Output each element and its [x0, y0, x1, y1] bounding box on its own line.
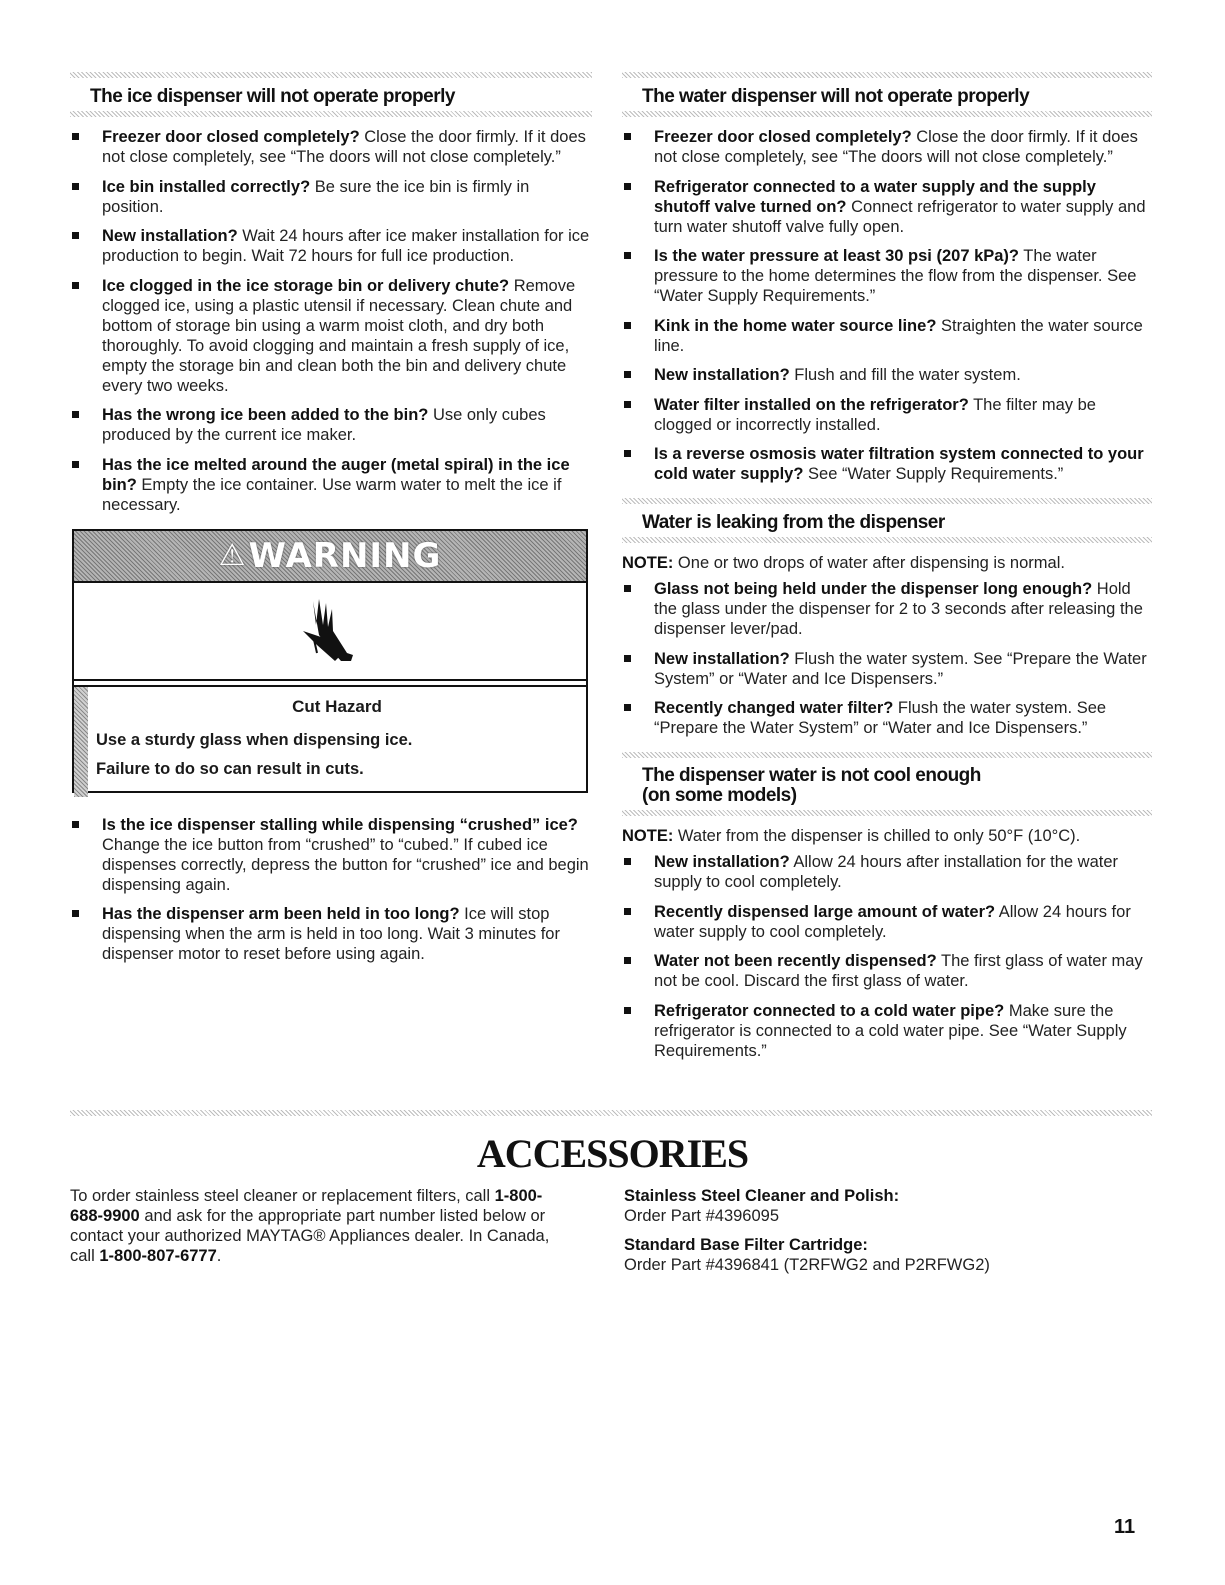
- accessories-divider: [70, 1110, 1152, 1116]
- warning-banner-label: WARNING: [248, 535, 442, 576]
- phone-number-canada: 1-800-807-6777: [99, 1247, 217, 1265]
- item-answer: Close the door firmly. If it does not close completely, see “The doors will not close completely.”: [102, 128, 586, 166]
- section-title: The water dispenser will not operate properly: [642, 86, 1030, 107]
- item-answer: Be sure the ice bin is firmly in position.: [102, 177, 530, 216]
- list-item: [70, 226, 592, 266]
- warning-text-area: [74, 685, 586, 797]
- bullet-square-icon: [624, 957, 631, 964]
- not-cool-list: [622, 852, 1152, 1061]
- item-answer: Flush and fill the water system.: [789, 366, 1021, 384]
- list-item: [70, 455, 592, 515]
- item-answer: Connect refrigerator to water supply and turn water shutoff valve fully open.: [654, 197, 1146, 236]
- note-text: Water from the dispenser is chilled to only 50°F (10°C).: [673, 827, 1081, 845]
- item-question: Has the dispenser arm been held in too long?: [102, 905, 460, 923]
- bullet-square-icon: [72, 461, 79, 468]
- section-title: Water is leaking from the dispenser: [642, 512, 945, 533]
- bullet-square-icon: [624, 450, 631, 457]
- list-item: [70, 815, 592, 895]
- water-dispenser-list: [622, 127, 1152, 484]
- item-question: Refrigerator connected to a cold water pipe?: [654, 1001, 1005, 1020]
- note: [622, 553, 1152, 573]
- item-answer: Make sure the refrigerator is connected to a cold water pipe. See “Water Supply Requirements.”: [654, 1001, 1127, 1060]
- bullet-square-icon: [624, 655, 631, 662]
- item-question: Is the ice dispenser stalling while dispensing “crushed” ice?: [102, 815, 578, 834]
- bullet-square-icon: [624, 183, 631, 190]
- accessories-intro: [70, 1186, 570, 1266]
- item-answer: Remove clogged ice, using a plastic utensil if necessary. Clean chute and bottom of storage bin using a warm moist cloth, and dry both thoroughly. To avoid clogging and maintain a fresh supply of ice, empty the storage bin and clean both the bin and delivery chute every two weeks.: [102, 276, 576, 395]
- bullet-square-icon: [72, 133, 79, 140]
- item-question: Water filter installed on the refrigerator?: [654, 395, 969, 414]
- bullet-square-icon: [72, 411, 79, 418]
- part-item: [624, 1186, 1144, 1226]
- right-column: [622, 72, 1152, 1070]
- warning-hazard-title: Cut Hazard: [292, 696, 382, 716]
- list-item: [622, 951, 1152, 991]
- item-answer: The water pressure to the home determines the flow from the dispenser. See “Water Supply Requirements.”: [654, 247, 1137, 305]
- cut-hand-icon: [295, 591, 365, 671]
- section-title: The ice dispenser will not operate properly: [90, 86, 455, 107]
- hatch-divider: [622, 537, 1152, 543]
- list-item: [622, 246, 1152, 306]
- part-number: Order Part #4396095: [624, 1207, 780, 1225]
- warning-instruction: Use a sturdy glass when dispensing ice.: [96, 730, 413, 749]
- bullet-square-icon: [72, 910, 79, 917]
- page-number: 11: [1114, 1516, 1136, 1538]
- bullet-square-icon: [624, 401, 631, 408]
- item-question: Freezer door closed completely?: [654, 128, 912, 146]
- left-column: [70, 72, 592, 974]
- item-answer: Use only cubes produced by the current ice maker.: [102, 406, 546, 444]
- list-item: [622, 698, 1152, 738]
- bullet-square-icon: [624, 1007, 631, 1014]
- intro-text: and ask for the appropriate part number listed below or contact your authorized MAYTAG® Appliances dealer. In Canada, call: [70, 1207, 550, 1265]
- item-answer: Straighten the water source line.: [654, 316, 1143, 355]
- section-title-line1: The dispenser water is not cool enough: [642, 765, 981, 786]
- item-answer: Flush the water system. See “Prepare the Water System” or “Water and Ice Dispensers.”: [654, 649, 1147, 688]
- note-text: One or two drops of water after dispensing is normal.: [673, 554, 1065, 572]
- item-question: Refrigerator connected to a water supply and the supply shutoff valve turned on?: [654, 177, 1096, 216]
- list-item: [70, 904, 592, 964]
- hatch-divider: [622, 810, 1152, 816]
- intro-text: To order stainless steel cleaner or replacement filters, call: [70, 1187, 495, 1205]
- item-question: Is a reverse osmosis water filtration system connected to your cold water supply?: [654, 445, 1144, 483]
- bullet-square-icon: [624, 908, 631, 915]
- item-question: Recently changed water filter?: [654, 699, 894, 717]
- bullet-square-icon: [72, 282, 79, 289]
- section-header-leaking: [622, 498, 1152, 543]
- bullet-square-icon: [624, 585, 631, 592]
- section-header-not-cool: [622, 752, 1152, 816]
- list-item: [622, 444, 1152, 484]
- item-answer: Allow 24 hours for water supply to cool completely.: [654, 902, 1131, 941]
- list-item: [70, 127, 592, 167]
- item-question: Freezer door closed completely?: [102, 128, 360, 146]
- item-answer: The first glass of water may not be cool. Discard the first glass of water.: [654, 952, 1143, 990]
- warning-icon-area: [74, 583, 586, 681]
- item-answer: The filter may be clogged or incorrectly installed.: [654, 395, 1096, 434]
- list-item: [70, 405, 592, 445]
- list-item: [622, 365, 1152, 385]
- bullet-square-icon: [72, 183, 79, 190]
- note-label: NOTE:: [622, 827, 674, 845]
- item-answer: Wait 24 hours after ice maker installation for ice production to begin. Wait 72 hours for full ice production.: [102, 227, 590, 265]
- list-item: [622, 649, 1152, 689]
- item-question: New installation?: [654, 649, 790, 668]
- list-item: [622, 177, 1152, 237]
- warning-banner: [74, 531, 586, 583]
- list-item: [622, 902, 1152, 942]
- item-question: New installation?: [654, 366, 790, 384]
- bullet-square-icon: [624, 133, 631, 140]
- part-item: [624, 1235, 1144, 1275]
- list-item: [622, 316, 1152, 356]
- bullet-square-icon: [72, 821, 79, 828]
- item-answer: See “Water Supply Requirements.”: [803, 465, 1064, 483]
- list-item: [622, 395, 1152, 435]
- hatch-divider: [622, 111, 1152, 117]
- ice-dispenser-list: [70, 127, 592, 515]
- item-answer: Hold the glass under the dispenser for 2 to 3 seconds after releasing the dispenser lever/pad.: [654, 580, 1143, 638]
- accessories-title: ACCESSORIES: [476, 1131, 749, 1176]
- section-header-ice-dispenser: [70, 72, 592, 117]
- item-question: Recently dispensed large amount of water?: [654, 902, 996, 921]
- bullet-square-icon: [624, 704, 631, 711]
- list-item: [622, 1001, 1152, 1061]
- bullet-square-icon: [624, 322, 631, 329]
- warning-box: [72, 529, 588, 793]
- note: [622, 826, 1152, 846]
- list-item: [622, 127, 1152, 167]
- bullet-square-icon: [624, 858, 631, 865]
- item-answer: Ice will stop dispensing when the arm is held in too long. Wait 3 minutes for dispenser motor to reset before using again.: [102, 905, 560, 963]
- part-heading: Stainless Steel Cleaner and Polish:: [624, 1187, 900, 1205]
- hatch-divider: [70, 111, 592, 117]
- phone-number-us: 1-800-688-9900: [70, 1187, 543, 1225]
- item-question: Has the wrong ice been added to the bin?: [102, 406, 429, 424]
- note-label: NOTE:: [622, 554, 674, 572]
- ice-dispenser-list-continued: [70, 815, 592, 965]
- item-answer: Flush the water system. See “Prepare the Water System” or “Water and Ice Dispensers.”: [654, 699, 1107, 737]
- bullet-square-icon: [624, 252, 631, 259]
- intro-text: .: [216, 1247, 222, 1265]
- section-title: [622, 758, 1152, 810]
- part-heading: Standard Base Filter Cartridge:: [624, 1236, 868, 1254]
- item-answer: Empty the ice container. Use warm water to melt the ice if necessary.: [102, 475, 562, 514]
- warning-consequence: Failure to do so can result in cuts.: [96, 759, 364, 778]
- item-question: New installation?: [654, 853, 790, 871]
- section-title-line2: (on some models): [642, 785, 797, 806]
- list-item: [622, 579, 1152, 639]
- bullet-square-icon: [624, 371, 631, 378]
- item-question: Has the ice melted around the auger (metal spiral) in the ice bin?: [102, 455, 570, 494]
- item-question: Glass not being held under the dispenser long enough?: [654, 580, 1093, 598]
- list-item: [70, 276, 592, 396]
- item-question: Ice bin installed correctly?: [102, 177, 311, 196]
- item-question: New installation?: [102, 227, 238, 245]
- item-answer: Allow 24 hours after installation for the water supply to cool completely.: [654, 853, 1119, 891]
- section-header-water-dispenser: [622, 72, 1152, 117]
- list-item: [70, 177, 592, 217]
- part-number: Order Part #4396841 (T2RFWG2 and P2RFWG2): [624, 1256, 990, 1274]
- list-item: [622, 852, 1152, 892]
- hatch-bar: [74, 687, 88, 797]
- warning-triangle-icon: ⚠: [218, 538, 247, 573]
- item-answer: Close the door firmly. If it does not close completely, see “The doors will not close completely.”: [654, 128, 1138, 166]
- leaking-list: [622, 579, 1152, 738]
- bullet-square-icon: [72, 232, 79, 239]
- item-answer: Change the ice button from “crushed” to “cubed.” If cubed ice dispenses correctly, depress the button for “crushed” ice and begin dispensing again.: [102, 835, 589, 894]
- item-question: Is the water pressure at least 30 psi (207 kPa)?: [654, 247, 1020, 265]
- item-question: Kink in the home water source line?: [654, 316, 937, 335]
- accessories-parts: [624, 1186, 1144, 1284]
- item-question: Ice clogged in the ice storage bin or delivery chute?: [102, 276, 510, 295]
- item-question: Water not been recently dispensed?: [654, 952, 937, 970]
